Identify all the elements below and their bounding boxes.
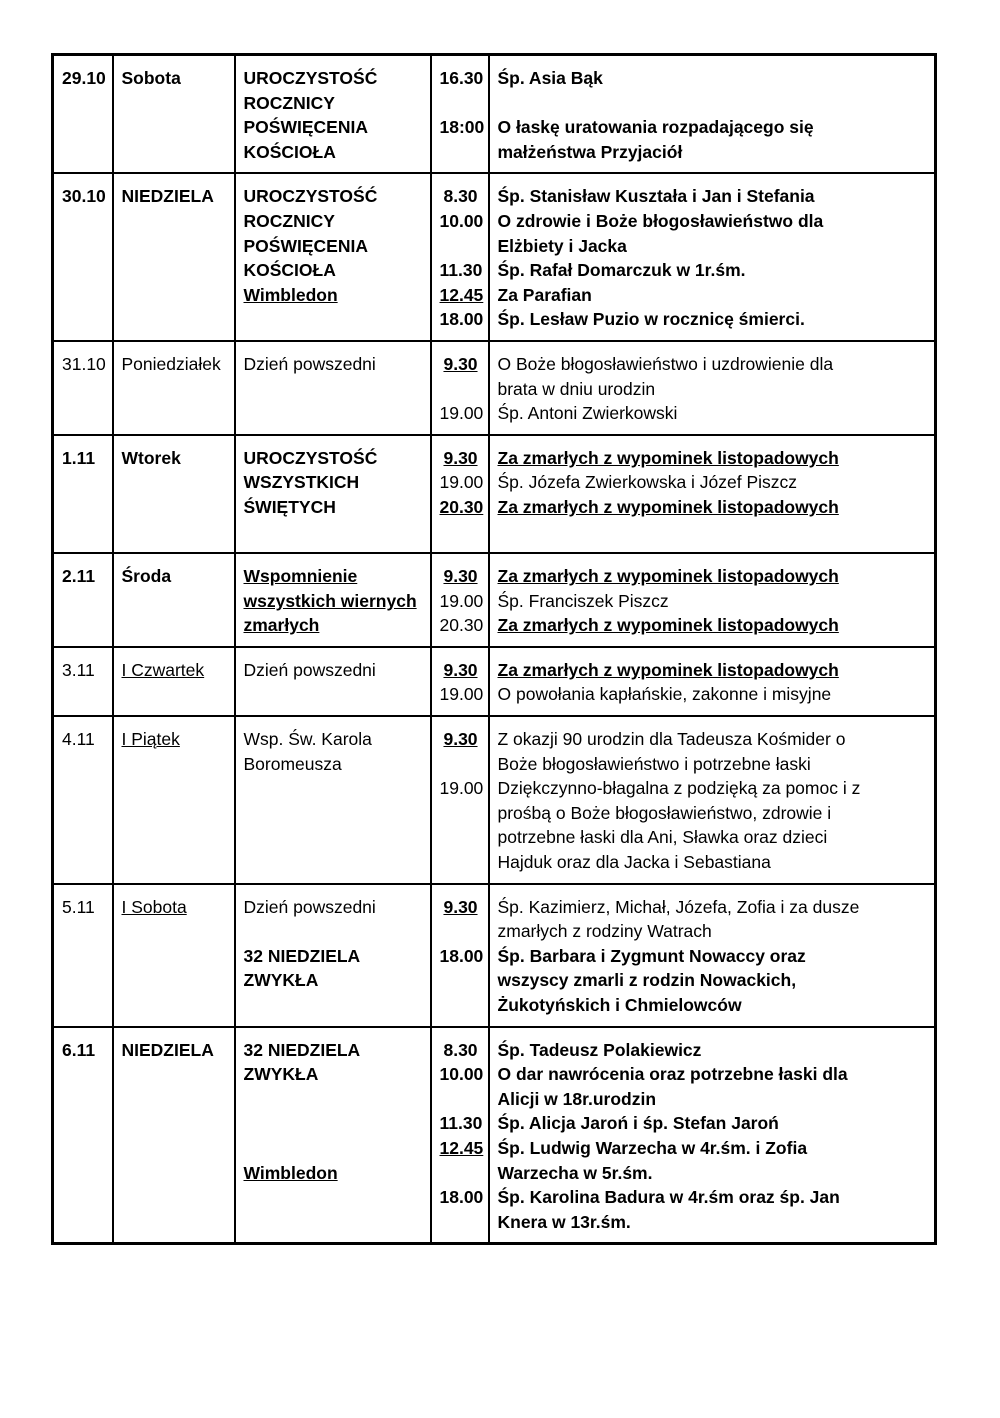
intention-line: Alicji w 18r.urodzin [497,1088,657,1109]
intention-line: Śp. Stanisław Kuształa i Jan i Stefania [497,186,815,207]
date-cell [53,173,113,341]
weekday-cell [113,647,235,716]
intention-line: O zdrowie i Boże błogosławieństwo dla [497,210,824,231]
intention-line [498,91,929,116]
feast-line: ROCZNICY [243,210,335,231]
intention-line [498,520,929,545]
intention-line: Za Parafian [497,284,592,305]
time-line: 16.30 [439,68,484,88]
time-cell [431,716,489,884]
time-cell [431,435,489,553]
schedule-row [53,173,936,341]
time-cell [431,341,489,435]
time-cell [431,553,489,647]
schedule-row [53,1027,936,1244]
date-cell [53,884,113,1027]
intention-line: Żukotyńskich i Chmielowców [497,995,742,1015]
feast-line: ŚWIĘTYCH [243,496,336,517]
time-line: 11.30 [439,1113,483,1134]
intention-line: Śp. Józefa Zwierkowska i Józef Piszcz [497,472,798,493]
feast-line: KOŚCIOŁA [243,260,336,281]
date-line: 3.11 [62,659,95,680]
time-line: 19.00 [439,778,484,799]
weekday-line: Sobota [121,68,181,88]
time-line [440,1161,482,1186]
intention-cell [489,884,936,1027]
date-cell [53,647,113,716]
weekday-cell [113,1027,235,1244]
feast-line: 32 NIEDZIELA ZWYKŁA [243,945,365,991]
intention-line: O Boże błogosławieństwo i uzdrowienie dla [497,353,834,374]
feast-line: Boromeusza [243,753,342,774]
feast-line: POŚWIĘCENIA [243,235,368,256]
time-cell [431,1027,489,1244]
mass-schedule-table [51,53,937,1245]
feast-cell [235,553,431,647]
date-line: 1.11 [62,447,96,468]
time-line: 12.45 [439,1137,484,1158]
time-cell [431,647,489,716]
feast-cell [235,647,431,716]
time-line: 9.30 [443,896,478,917]
weekday-cell [113,341,235,435]
weekday-line: Środa [121,566,172,587]
time-line: 18.00 [439,1187,484,1208]
intention-cell [489,1027,936,1244]
intention-line: wszyscy zmarli z rodzin Nowackich, [497,970,797,991]
date-cell [53,341,113,435]
time-line [440,752,482,777]
date-line: 31.10 [62,353,106,374]
date-cell [53,55,113,174]
intention-line: Za zmarłych z wypominek listopadowych [497,496,839,517]
time-line: 18.00 [439,309,484,330]
time-line: 9.30 [443,447,478,468]
intention-cell [489,435,936,553]
feast-line: 32 NIEDZIELA ZWYKŁA [243,1039,365,1085]
feast-line: Wspomnienie [243,566,358,587]
intention-line: Śp. Lesław Puzio w rocznicę śmierci. [497,309,805,330]
time-line: 10.00 [439,1064,484,1085]
intention-line: Śp. Kazimierz, Michał, Józefa, Zofia i za dusze [497,896,860,917]
intention-line: brata w dniu urodzin [497,378,656,399]
schedule-row [53,435,936,553]
date-cell [53,553,113,647]
time-line: 18:00 [439,117,485,138]
intention-cell [489,647,936,716]
time-line [440,1087,482,1112]
feast-line: wszystkich wiernych [243,590,417,611]
time-line [440,234,482,259]
intention-line: Śp. Ludwig Warzecha w 4r.śm. i Zofia [497,1137,808,1158]
intention-line: Śp. Rafał Domarczuk w 1r.śm. [497,260,746,281]
feast-cell [235,1027,431,1244]
intention-line: Śp. Antoni Zwierkowski [497,403,678,424]
feast-line: UROCZYSTOŚĆ [243,447,378,468]
time-line: 19.00 [439,403,484,424]
time-line [440,91,482,116]
intention-line: Warzecha w 5r.śm. [497,1162,653,1183]
feast-line: Dzień powszedni [243,353,376,374]
date-line: 4.11 [62,729,95,750]
feast-line: UROCZYSTOŚĆ [243,68,378,88]
feast-line: Dzień powszedni [243,659,376,680]
intention-line: Dziękczynno-błagalna z podzięką za pomoc i z [497,778,861,799]
date-line: 6.11 [62,1039,96,1060]
feast-cell [235,435,431,553]
weekday-line: I Czwartek [121,659,205,680]
intention-line: O łaskę uratowania rozpadającego się [497,117,814,138]
feast-line: POŚWIĘCENIA [243,117,368,138]
weekday-cell [113,435,235,553]
intention-cell [489,55,936,174]
intention-line: Śp. Tadeusz Polakiewicz [497,1039,702,1060]
weekday-line: Poniedziałek [121,353,221,374]
time-line: 20.30 [439,615,484,636]
weekday-cell [113,173,235,341]
feast-line [244,1136,424,1161]
weekday-line: NIEDZIELA [121,1039,214,1060]
weekday-cell [113,716,235,884]
time-line: 9.30 [443,729,478,750]
intention-cell [489,716,936,884]
time-line: 12.45 [439,284,484,305]
time-line: 20.30 [439,496,484,517]
time-line: 9.30 [443,659,478,680]
intention-line: Śp. Barbara i Zygmunt Nowaccy oraz [497,945,806,966]
intention-line: Śp. Alicja Jaroń i śp. Stefan Jaroń [497,1113,779,1134]
schedule-row [53,55,936,174]
time-cell [431,55,489,174]
time-cell [431,884,489,1027]
intention-cell [489,173,936,341]
weekday-line: I Piątek [121,729,180,750]
intention-line: Hajduk oraz dla Jacka i Sebastiana [497,852,771,873]
schedule-body [53,55,936,1244]
time-line: 10.00 [439,210,484,231]
time-line: 19.00 [439,590,484,611]
feast-line: UROCZYSTOŚĆ [243,186,378,207]
intention-line: Za zmarłych z wypominek listopadowych [497,615,839,636]
weekday-line: Wtorek [121,447,181,468]
schedule-row [53,716,936,884]
feast-cell [235,55,431,174]
time-line: 9.30 [443,353,478,374]
feast-line [244,1087,424,1112]
time-line [440,377,482,402]
time-line: 19.00 [439,684,484,705]
schedule-row [53,341,936,435]
time-cell [431,173,489,341]
weekday-cell [113,55,235,174]
feast-cell [235,884,431,1027]
time-line: 9.30 [443,566,478,587]
intention-line: Boże błogosławieństwo i potrzebne łaski [497,753,811,774]
schedule-row [53,553,936,647]
intention-line: małżeństwa Przyjaciół [497,141,683,162]
intention-line: Za zmarłych z wypominek listopadowych [497,659,839,680]
time-line [440,919,482,944]
time-line: 8.30 [443,1039,478,1060]
feast-cell [235,173,431,341]
date-cell [53,435,113,553]
weekday-line: I Sobota [121,896,187,917]
time-line: 8.30 [443,186,478,207]
feast-line: ROCZNICY [243,92,335,113]
intention-cell [489,341,936,435]
intention-line: O powołania kapłańskie, zakonne i misyjne [497,684,832,705]
intention-cell [489,553,936,647]
intention-line: O dar nawrócenia oraz potrzebne łaski dla [497,1064,848,1085]
feast-line: zmarłych [243,615,320,636]
feast-line: Wimbledon [243,1162,338,1183]
feast-line: WSZYSTKICH [243,472,360,493]
feast-line [244,1111,424,1136]
feast-cell [235,341,431,435]
feast-line: Wsp. Św. Karola [243,729,372,750]
intention-line: Knera w 13r.śm. [497,1211,631,1232]
feast-line [244,919,424,944]
intention-line: prośbą o Boże błogosławieństwo, zdrowie i [497,802,832,823]
feast-cell [235,716,431,884]
feast-line: Wimbledon [243,284,338,305]
weekday-cell [113,884,235,1027]
time-line: 19.00 [439,472,484,493]
intention-line: Za zmarłych z wypominek listopadowych [497,566,839,587]
date-cell [53,716,113,884]
intention-line: Śp. Karolina Badura w 4r.śm oraz śp. Jan [497,1187,840,1208]
feast-line: Dzień powszedni [243,896,376,917]
date-line: 5.11 [62,896,95,917]
weekday-line: NIEDZIELA [121,186,214,207]
time-line: 18.00 [439,945,484,966]
weekday-cell [113,553,235,647]
feast-line: KOŚCIOŁA [243,141,336,162]
intention-line: Za zmarłych z wypominek listopadowych [497,447,839,468]
intention-line: Śp. Franciszek Piszcz [497,590,669,611]
intention-line: Z okazji 90 urodzin dla Tadeusza Kośmider o [497,729,846,750]
date-line: 2.11 [62,566,96,587]
intention-line: zmarłych z rodziny Watrach [497,921,712,942]
date-line: 29.10 [62,68,106,88]
intention-line: Śp. Asia Bąk [497,68,603,88]
time-line: 11.30 [439,260,483,281]
intention-line: potrzebne łaski dla Ani, Sławka oraz dzieci [497,827,828,848]
schedule-row [53,647,936,716]
date-line: 30.10 [62,186,106,207]
schedule-row [53,884,936,1027]
date-cell [53,1027,113,1244]
intention-line: Elżbiety i Jacka [497,235,627,256]
